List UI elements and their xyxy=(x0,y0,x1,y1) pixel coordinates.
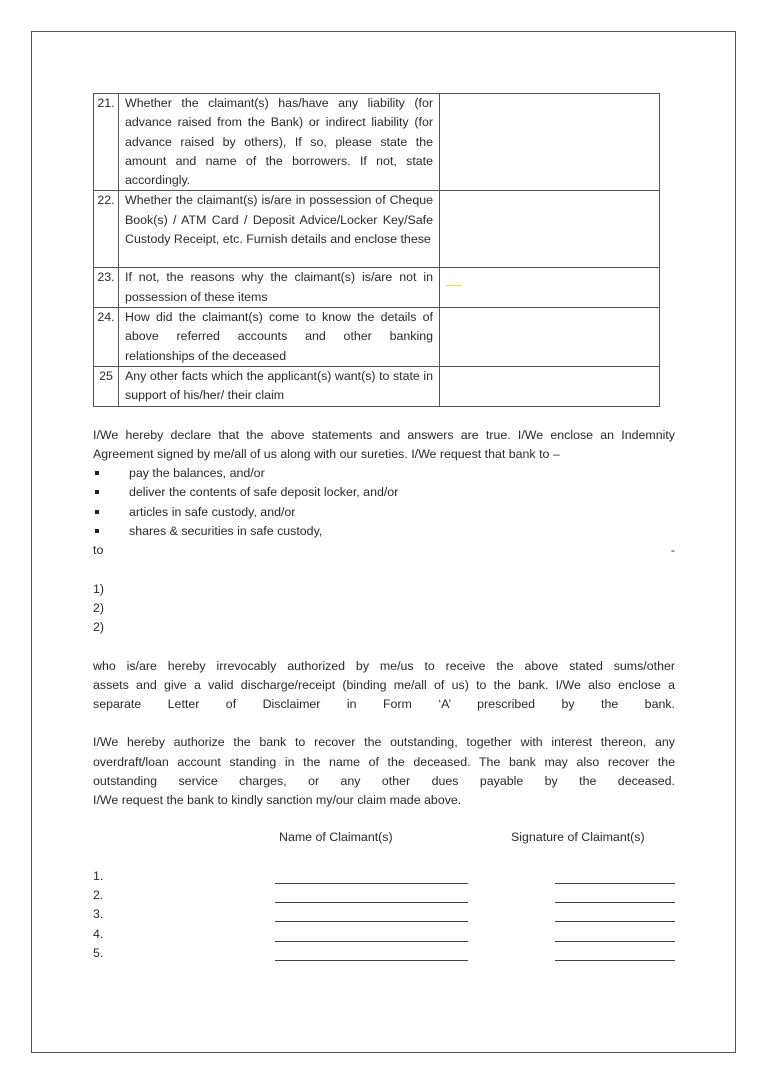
to-line xyxy=(93,541,675,560)
question-text: Whether the claimant(s) has/have any liability (for advance raised from the Bank) or indirect liability (for advance raised by others), If so, please state the amount and name of the borrowers. If not, state accordingly. xyxy=(119,94,440,191)
paragraph-line: overdraft/loan account standing in the name of the deceased. The bank may also recover the xyxy=(93,754,675,769)
table-row xyxy=(94,94,660,191)
claimant-name-line[interactable] xyxy=(275,902,468,903)
paragraph-line: who is/are hereby irrevocably authorized by me/us to receive the above stated sums/other xyxy=(93,658,675,673)
signature-header xyxy=(93,830,675,849)
claimant-signature-line[interactable] xyxy=(555,941,675,942)
declaration-paragraph xyxy=(93,426,675,561)
list-item: articles in safe custody, and/or xyxy=(93,503,675,522)
list-item: deliver the contents of safe deposit locker, and/or xyxy=(93,483,675,502)
question-text: How did the claimant(s) come to know the details of above referred accounts and other banking relationships of the deceased xyxy=(119,308,440,367)
row-number: 24. xyxy=(94,308,119,367)
signature-row xyxy=(93,888,675,907)
claimant-name-line[interactable] xyxy=(275,960,468,961)
signature-column-header: Signature of Claimant(s) xyxy=(511,829,645,844)
answer-cell[interactable] xyxy=(440,308,660,367)
document-content xyxy=(93,93,675,965)
row-number: 3. xyxy=(93,907,104,922)
list-item: 1) xyxy=(93,581,105,596)
row-number: 21. xyxy=(94,94,119,191)
row-number: 5. xyxy=(93,945,104,960)
request-list xyxy=(93,464,675,541)
table-row xyxy=(94,366,660,406)
claim-questions-table xyxy=(93,93,660,407)
table-row xyxy=(94,191,660,268)
claimant-signature-line[interactable] xyxy=(555,883,675,884)
table-row xyxy=(94,268,660,308)
declaration-line: I/We hereby declare that the above statements and answers are true. I/We enclose an Indemnity xyxy=(93,427,675,442)
row-number: 2. xyxy=(93,887,104,902)
signature-row xyxy=(93,869,675,888)
paragraph-line: I/We request the bank to kindly sanction my/our claim made above. xyxy=(93,793,462,808)
signature-rows xyxy=(93,869,675,965)
nominee-list xyxy=(93,580,675,638)
row-number: 25 xyxy=(94,366,119,406)
list-item: pay the balances, and/or xyxy=(93,464,675,483)
row-number: 4. xyxy=(93,926,104,941)
claimant-signature-line[interactable] xyxy=(555,921,675,922)
claimant-name-line[interactable] xyxy=(275,921,468,922)
row-number: 23. xyxy=(94,268,119,308)
claimant-signature-line[interactable] xyxy=(555,960,675,961)
question-text: Any other facts which the applicant(s) want(s) to state in support of his/her/ their claim xyxy=(119,366,440,406)
answer-cell[interactable] xyxy=(440,268,660,308)
claimant-name-line[interactable] xyxy=(275,883,468,884)
answer-cell[interactable] xyxy=(440,94,660,191)
to-label: to xyxy=(93,543,104,558)
paragraph-line: I/We hereby authorize the bank to recover the outstanding, together with interest thereon, any xyxy=(93,735,675,750)
signature-row xyxy=(93,927,675,946)
to-end-mark: - xyxy=(670,543,675,558)
signature-row xyxy=(93,907,675,926)
list-item: 2) xyxy=(93,620,105,635)
highlight-mark xyxy=(446,285,462,286)
list-item: shares & securities in safe custody, xyxy=(93,522,675,541)
row-number: 22. xyxy=(94,191,119,268)
answer-cell[interactable] xyxy=(440,191,660,268)
claimant-signature-line[interactable] xyxy=(555,902,675,903)
paragraph-line: outstanding service charges, or any other dues payable by the deceased. xyxy=(93,774,675,789)
table-row xyxy=(94,308,660,367)
paragraph-line: assets and give a valid discharge/receipt (binding me/all of us) to the bank. I/We also enclose a xyxy=(93,677,675,692)
paragraph-line: separate Letter of Disclaimer in Form ‘A’ prescribed by the bank. xyxy=(93,697,675,712)
recovery-paragraph xyxy=(93,733,675,810)
question-text: If not, the reasons why the claimant(s) is/are not in possession of these items xyxy=(119,268,440,308)
row-number: 1. xyxy=(93,868,104,883)
authorization-paragraph xyxy=(93,657,675,715)
answer-cell[interactable] xyxy=(440,366,660,406)
question-text: Whether the claimant(s) is/are in possession of Cheque Book(s) / ATM Card / Deposit Advice/Locker Key/Safe Custody Receipt, etc. Furnish details and enclose these xyxy=(119,191,440,268)
list-item: 2) xyxy=(93,600,105,615)
signature-row xyxy=(93,946,675,965)
declaration-line: Agreement signed by me/all of us along with our sureties. I/We request that bank to – xyxy=(93,446,560,461)
name-column-header: Name of Claimant(s) xyxy=(279,829,393,844)
claimant-name-line[interactable] xyxy=(275,941,468,942)
